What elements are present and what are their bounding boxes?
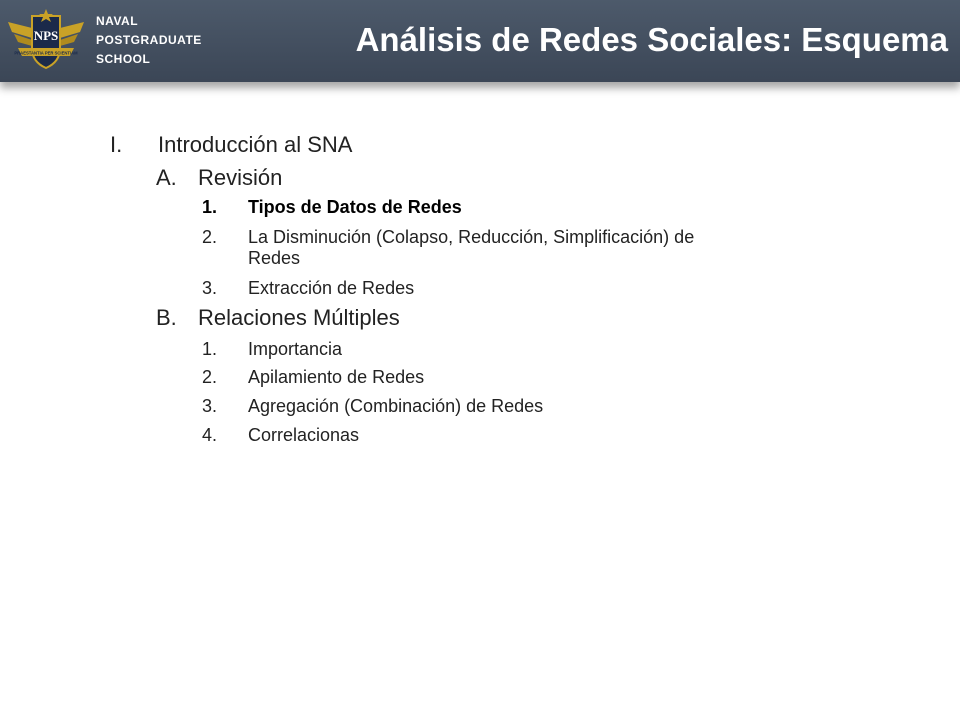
- item-marker: 4.: [202, 425, 218, 445]
- subsection-label: Revisión: [198, 165, 283, 190]
- item-label-continuation: Redes: [248, 248, 301, 268]
- svg-text:NPS: NPS: [33, 28, 59, 43]
- school-name-line: POSTGRADUATE: [96, 33, 202, 47]
- item-label: Agregación (Combinación) de Redes: [248, 396, 544, 416]
- item-marker: 1.: [202, 197, 218, 217]
- item-label: La Disminución (Colapso, Reducción, Simplificación) de: [248, 227, 695, 247]
- svg-text:PRAESTANTIA PER SCIENTIAM: PRAESTANTIA PER SCIENTIAM: [14, 50, 78, 56]
- section-marker: I.: [110, 132, 123, 157]
- item-label: Apilamiento de Redes: [248, 367, 425, 387]
- item-marker: 2.: [202, 227, 218, 247]
- outline-item-continuation: [248, 248, 300, 269]
- subsection-label: Relaciones Múltiples: [198, 305, 400, 330]
- item-label: Correlacionas: [248, 425, 360, 445]
- item-label: Extracción de Redes: [248, 278, 415, 298]
- subsection-marker: B.: [156, 305, 177, 330]
- item-label: Importancia: [248, 339, 343, 359]
- item-marker: 2.: [202, 367, 218, 387]
- item-marker: 3.: [202, 278, 218, 298]
- item-label: Tipos de Datos de Redes: [248, 197, 462, 217]
- school-name-line: SCHOOL: [96, 52, 151, 66]
- item-marker: 3.: [202, 396, 218, 416]
- section-label: Introducción al SNA: [158, 132, 353, 157]
- subsection-marker: A.: [156, 165, 177, 190]
- item-marker: 1.: [202, 339, 218, 359]
- slide-title: Análisis de Redes Sociales: Esquema: [355, 21, 948, 58]
- school-name-line: NAVAL: [96, 14, 139, 28]
